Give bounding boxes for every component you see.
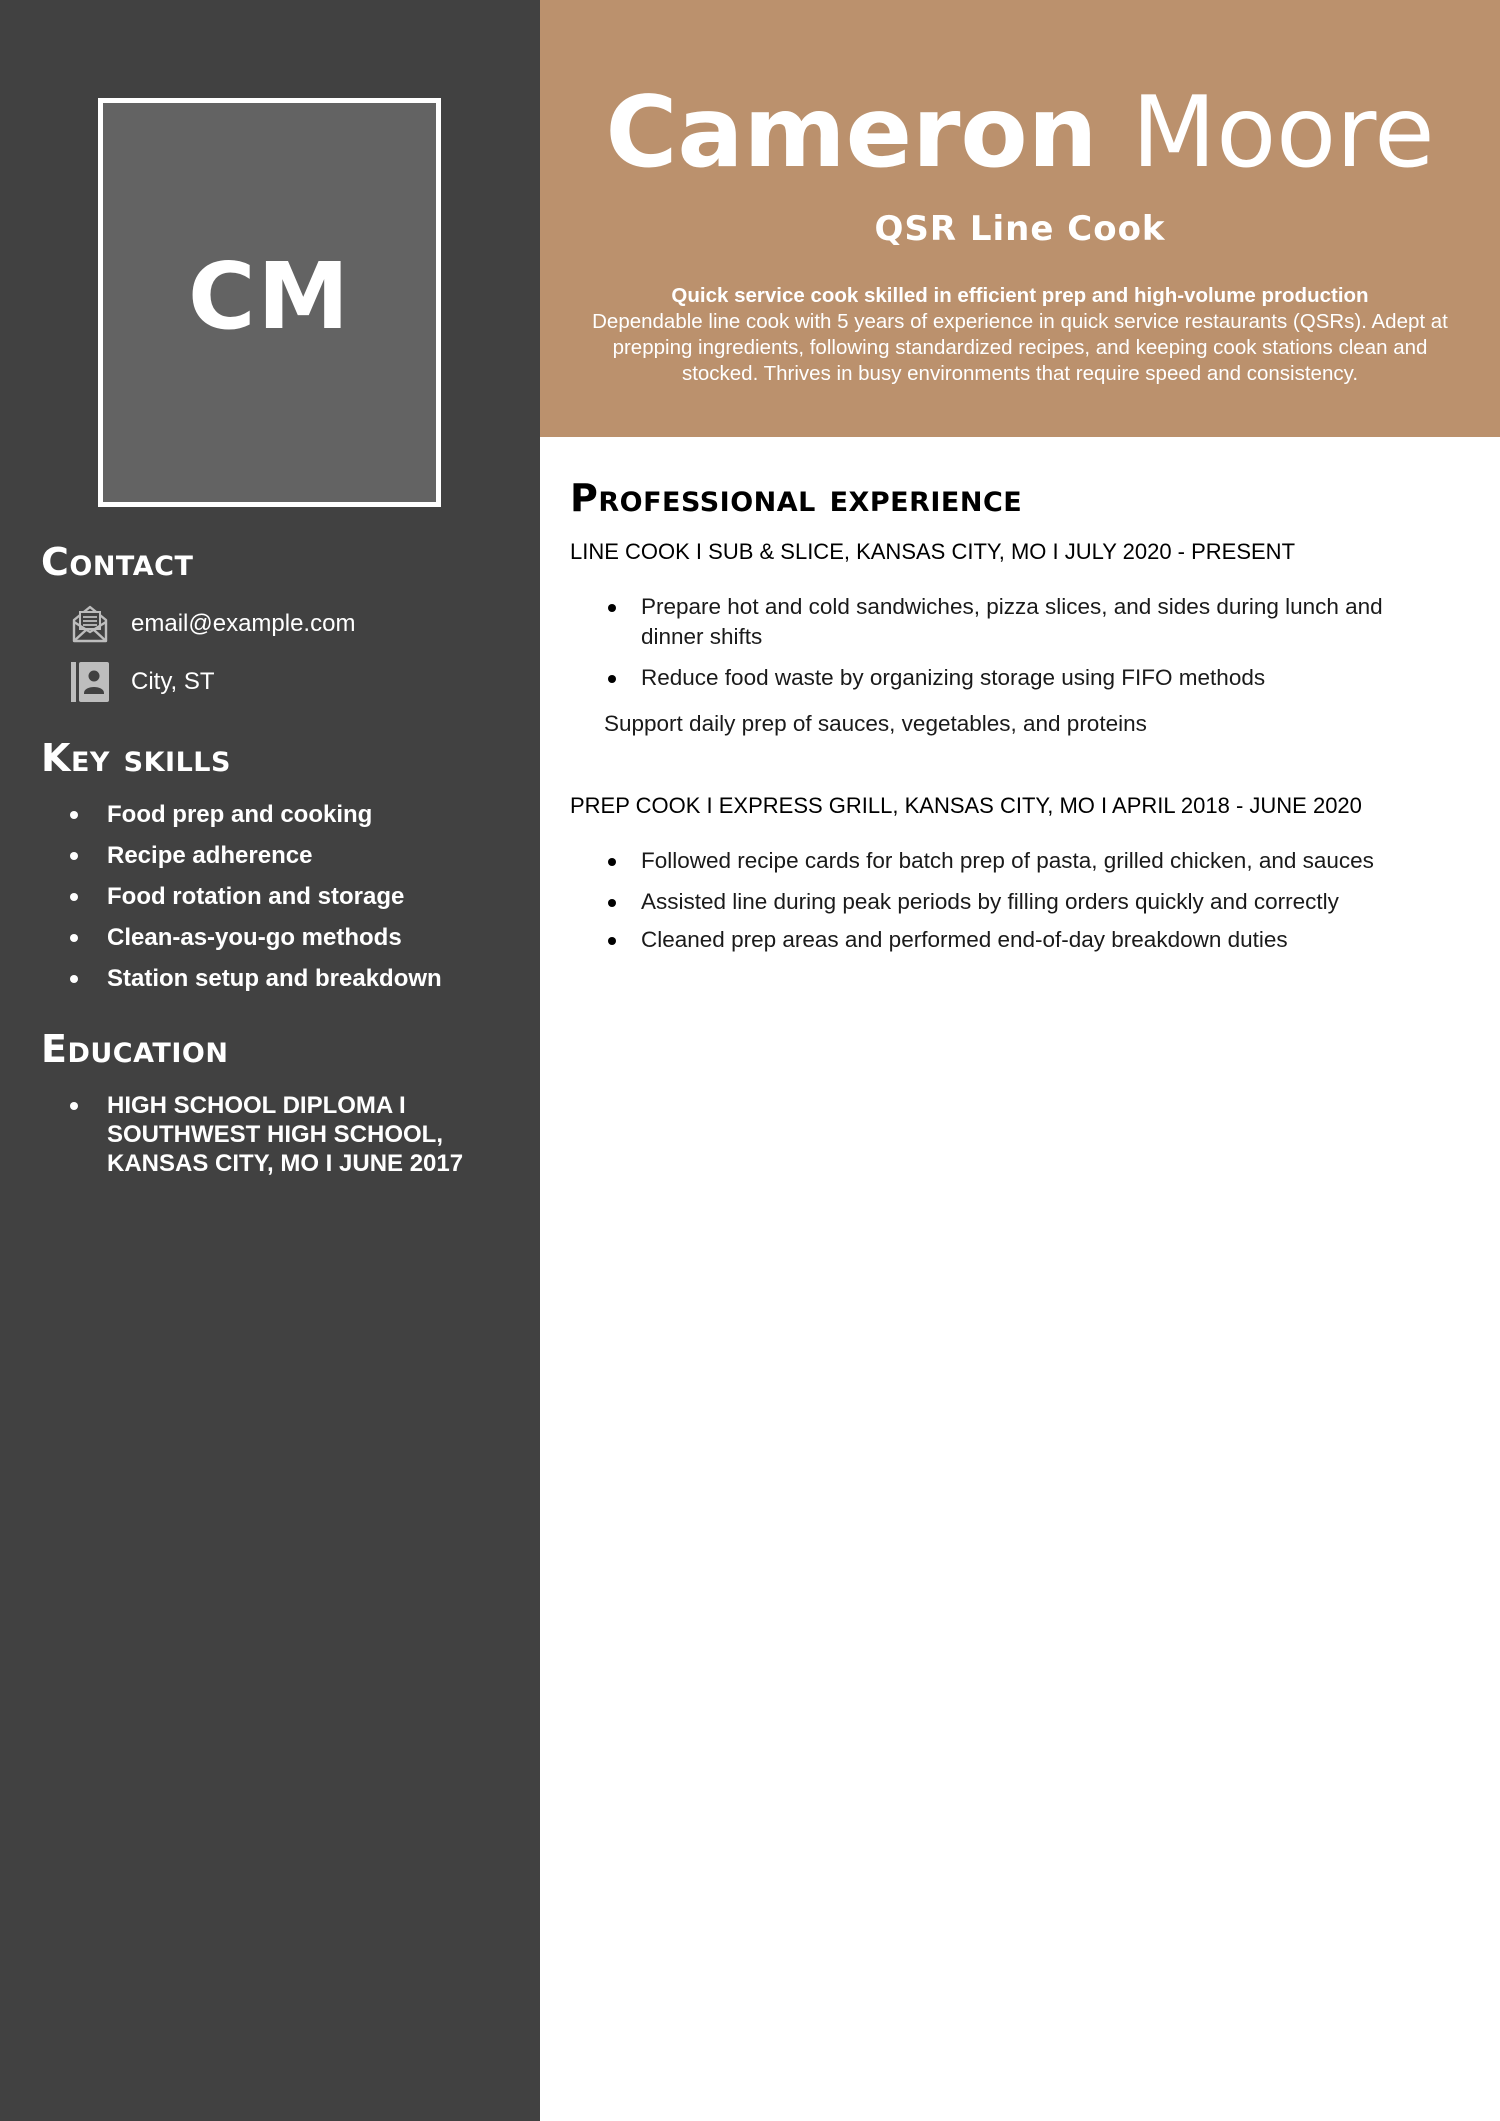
job-title: QSR Line Cook xyxy=(874,209,1166,249)
skill-item: Station setup and breakdown xyxy=(41,964,521,993)
contact-card-icon xyxy=(70,662,110,702)
job-bullet: Assisted line during peak periods by filling orders quickly and correctly xyxy=(570,887,1420,917)
first-name: Cameron xyxy=(605,76,1098,190)
contact-location: City, ST xyxy=(131,668,215,695)
summary xyxy=(580,283,1460,387)
sidebar xyxy=(0,0,540,2121)
education-list xyxy=(41,1091,481,1178)
skills-heading: Key skills xyxy=(41,736,231,780)
monogram-box xyxy=(98,98,441,507)
job-extra-line: Support daily prep of sauces, vegetables, and proteins xyxy=(604,711,1147,736)
contact-email[interactable]: email@example.com xyxy=(131,610,356,637)
job-bullet: Reduce food waste by organizing storage using FIFO methods xyxy=(570,663,1420,693)
education-heading: Education xyxy=(41,1027,229,1071)
skill-item: Recipe adherence xyxy=(41,841,521,870)
job-bullet: Prepare hot and cold sandwiches, pizza slices, and sides during lunch and dinner shifts xyxy=(570,592,1420,652)
job-title-line: LINE COOK I SUB & SLICE, KANSAS CITY, MO I JULY 2020 - PRESENT xyxy=(570,539,1296,564)
job-bullets xyxy=(570,592,1420,704)
skill-item: Food prep and cooking xyxy=(41,800,521,829)
skill-item: Clean-as-you-go methods xyxy=(41,923,521,952)
contact-heading: Contact xyxy=(41,540,194,584)
job-bullet: Cleaned prep areas and performed end-of-day breakdown duties xyxy=(570,925,1420,955)
summary-tagline: Quick service cook skilled in efficient prep and high-volume production xyxy=(671,284,1369,307)
skills-list xyxy=(41,800,521,1005)
job-title-line: PREP COOK I EXPRESS GRILL, KANSAS CITY, MO I APRIL 2018 - JUNE 2020 xyxy=(570,793,1362,818)
experience-heading: Professional experience xyxy=(570,476,1023,520)
monogram-initials: CM xyxy=(187,243,352,350)
job-bullets xyxy=(570,846,1420,966)
contact-location-row xyxy=(70,662,215,702)
envelope-icon xyxy=(70,604,110,644)
skill-item: Food rotation and storage xyxy=(41,882,521,911)
header-banner xyxy=(540,0,1500,437)
last-name: Moore xyxy=(1131,76,1435,190)
job-bullet: Followed recipe cards for batch prep of pasta, grilled chicken, and sauces xyxy=(570,846,1420,876)
education-item: HIGH SCHOOL DIPLOMA I SOUTHWEST HIGH SCHOOL, KANSAS CITY, MO I JUNE 2017 xyxy=(41,1091,481,1178)
contact-email-row xyxy=(70,604,355,644)
candidate-name xyxy=(540,76,1500,190)
summary-text: Dependable line cook with 5 years of experience in quick service restaurants (QSRs). Adept at prepping ingredients, following standardized recipes, and keeping cook stations clean and stocked. Thrives in busy environments that require speed and consistency. xyxy=(592,310,1448,385)
